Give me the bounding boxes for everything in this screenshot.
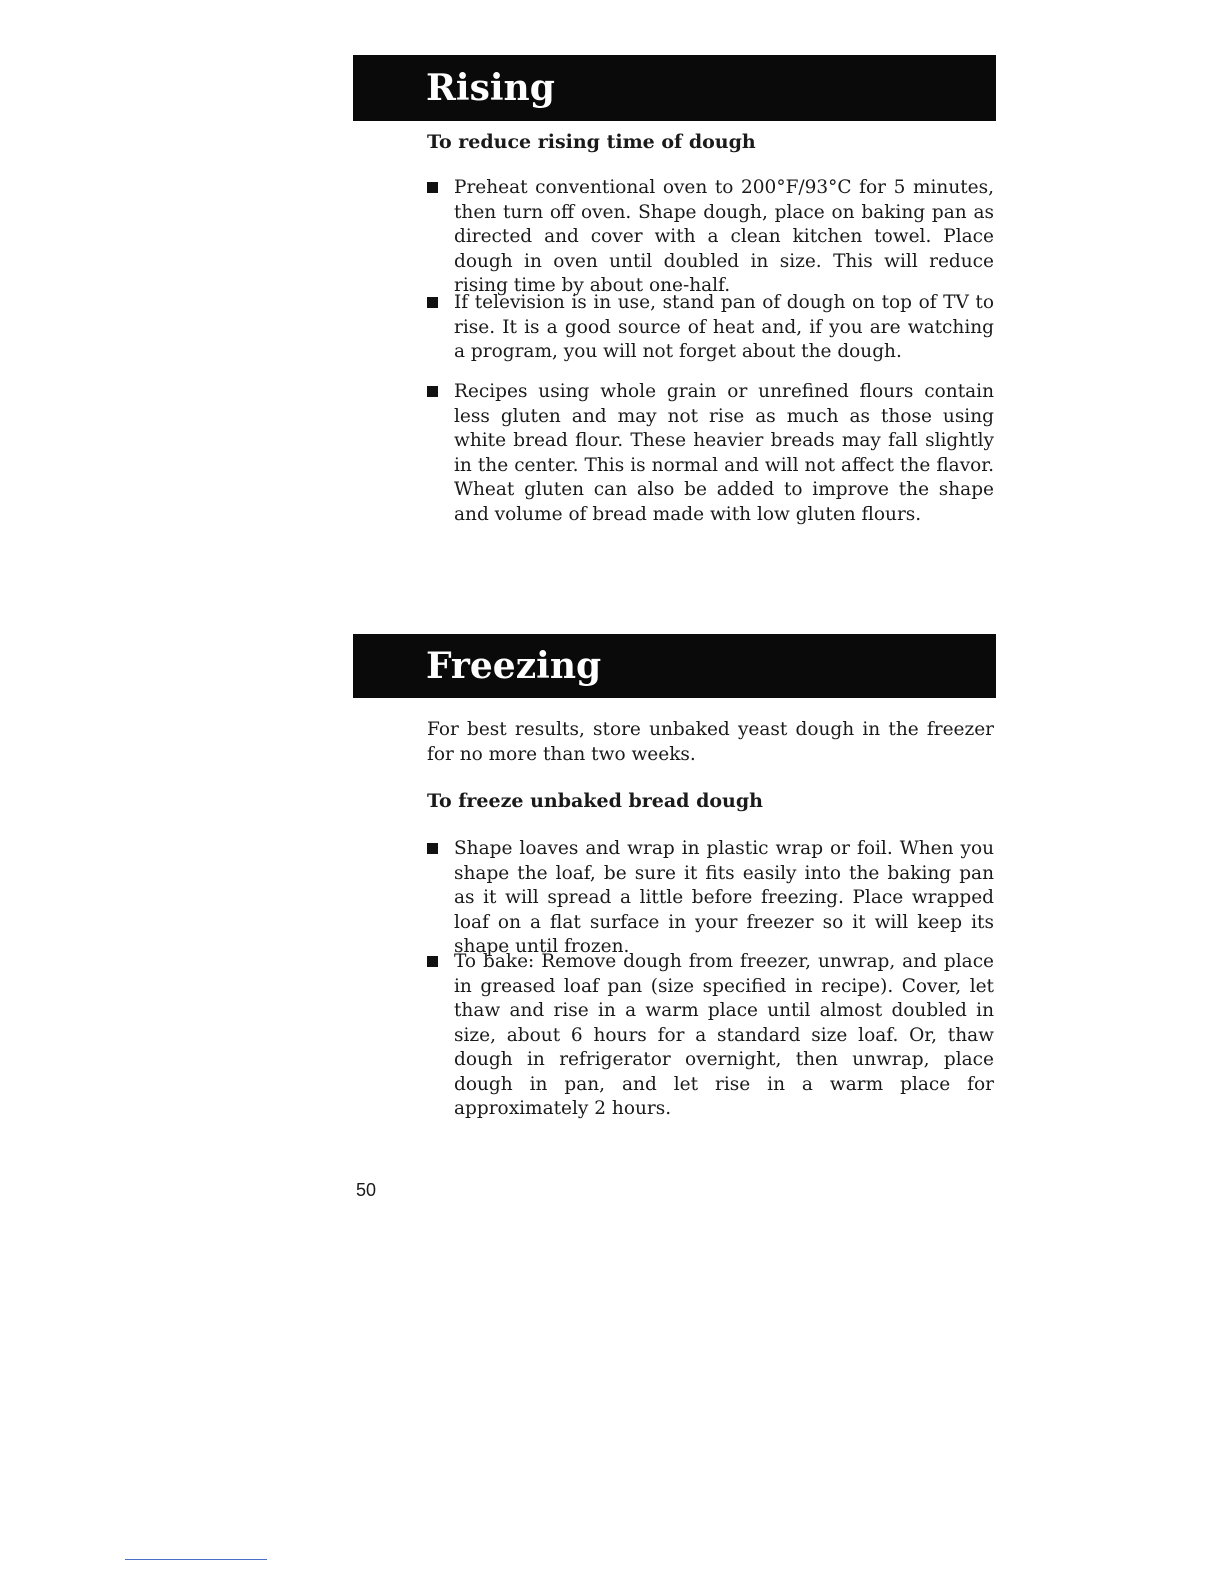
freezing-bullet-1-text: Shape loaves and wrap in plastic wrap or foil. When you shape the loaf, be sure it fits easily into the baking pan as it will spread a little before freezing. Place wrapped loaf on a flat surface in your freezer so it will keep its shape until frozen. (454, 838, 994, 957)
freezing-intro: For best results, store unbaked yeast dough in the freezer for no more than two weeks. (427, 719, 994, 765)
square-bullet-icon (427, 386, 438, 397)
rising-bullet-3-text: Recipes using whole grain or unrefined flours contain less gluten and may not rise as much as those using white bread flour. These heavier breads may fall slightly in the center. This is normal and will not affect the flavor. Wheat gluten can also be added to improve the shape and volume of bread made with low gluten flours. (454, 381, 994, 525)
freezing-subheading: To freeze unbaked bread dough (427, 790, 763, 812)
freezing-title: Freezing (426, 645, 602, 687)
freezing-section-banner (353, 634, 996, 698)
square-bullet-icon (427, 297, 438, 308)
rising-bullet-2-text: If television is in use, stand pan of dough on top of TV to rise. It is a good source of heat and, if you are watching a program, you will not forget about the dough. (454, 292, 994, 362)
rising-subheading: To reduce rising time of dough (427, 131, 756, 153)
square-bullet-icon (427, 956, 438, 967)
bottom-divider (125, 1559, 267, 1560)
rising-title: Rising (426, 67, 555, 109)
freezing-bullet-2-text: To bake: Remove dough from freezer, unwrap, and place in greased loaf pan (size specified in recipe). Cover, let thaw and rise in a warm place until almost doubled in size, about 6 hours for a standard size loaf. Or, thaw dough in refrigerator overnight, then unwrap, place dough in pan, and let rise in a warm place for approximately 2 hours. (454, 951, 994, 1119)
rising-section-banner (353, 55, 996, 121)
square-bullet-icon (427, 843, 438, 854)
rising-bullet-1-text: Preheat conventional oven to 200°F/93°C for 5 minutes, then turn off oven. Shape dough, place on baking pan as directed and cover with a clean kitchen towel. Place dough in oven until doubled in size. This will reduce rising time by about one-half. (454, 177, 994, 296)
square-bullet-icon (427, 182, 438, 193)
page-number: 50 (356, 1180, 377, 1200)
